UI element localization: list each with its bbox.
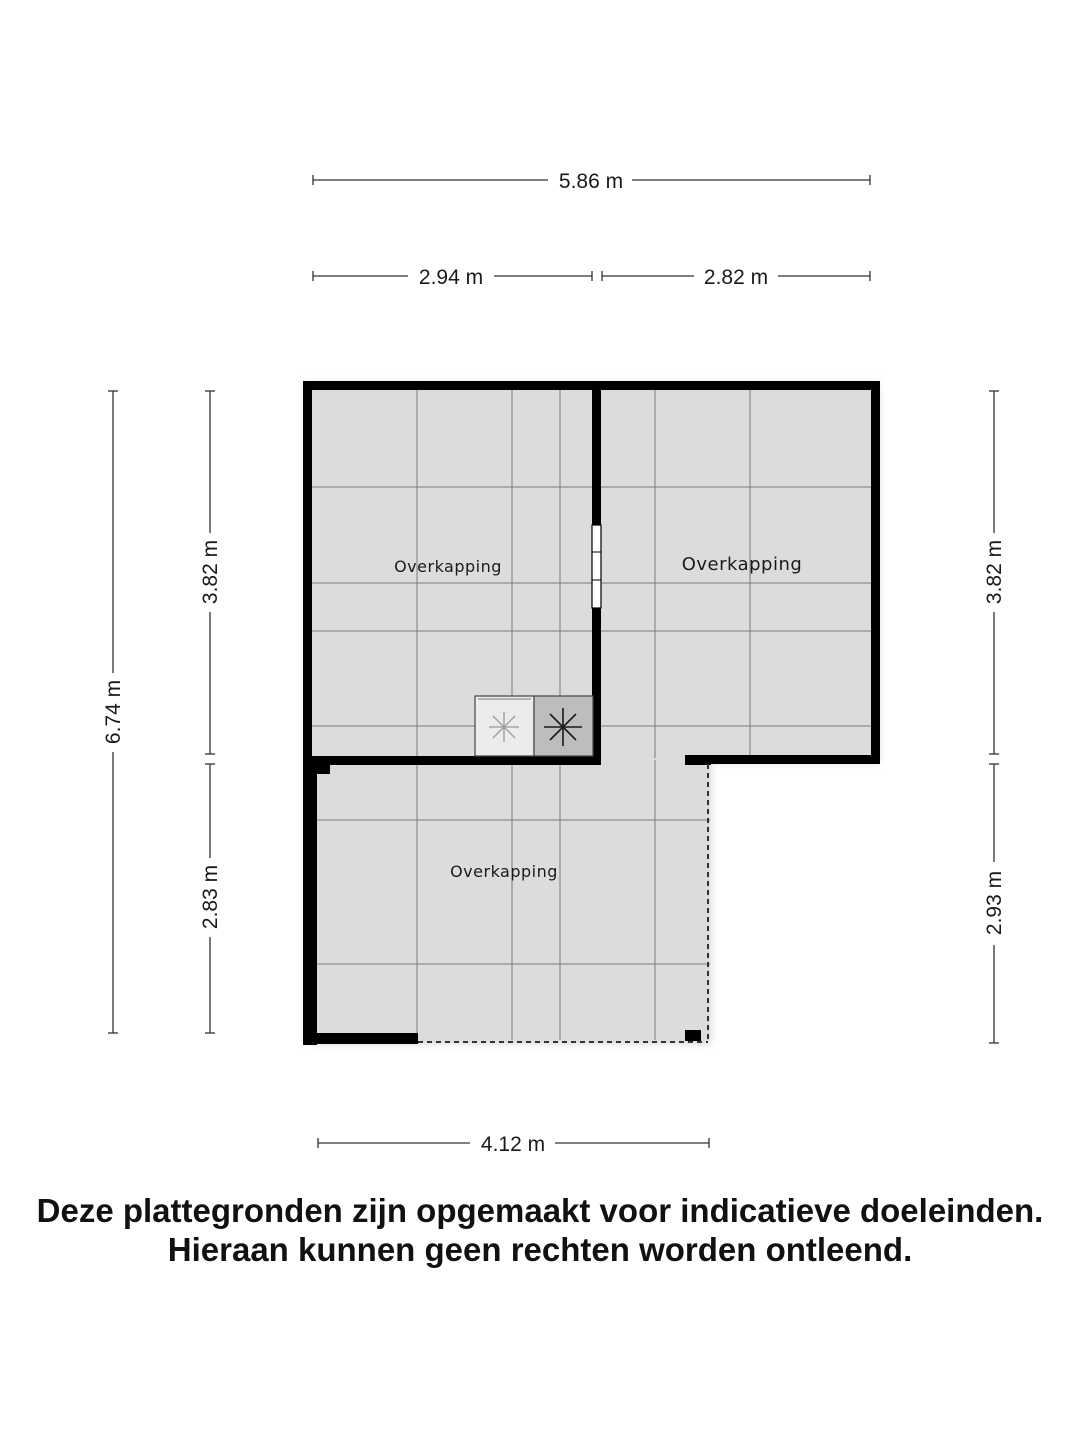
disclaimer-line-1: Deze plattegronden zijn opgemaakt voor indicatieve doeleinden. [36,1192,1044,1229]
dim-bottom: 4.12 m [480,1133,546,1156]
dim-left-total: 6.74 m [102,679,125,745]
dim-left-upper: 3.82 m [199,539,222,605]
dim-top-right: 2.82 m [703,266,769,289]
dim-right-lower: 2.93 m [983,870,1006,936]
dim-right-upper: 3.82 m [983,539,1006,605]
room-label-left: Overkapping [394,557,502,576]
disclaimer-line-2: Hieraan kunnen geen rechten worden ontleend. [167,1231,913,1268]
window-opening [592,525,601,608]
washer-icon [489,712,519,742]
dim-left-lower: 2.83 m [199,864,222,930]
room-label-bottom: Overkapping [450,862,558,881]
dim-top-total: 5.86 m [558,170,624,193]
room-label-right: Overkapping [681,554,803,575]
appliances [475,696,593,756]
dim-top-left: 2.94 m [418,266,484,289]
